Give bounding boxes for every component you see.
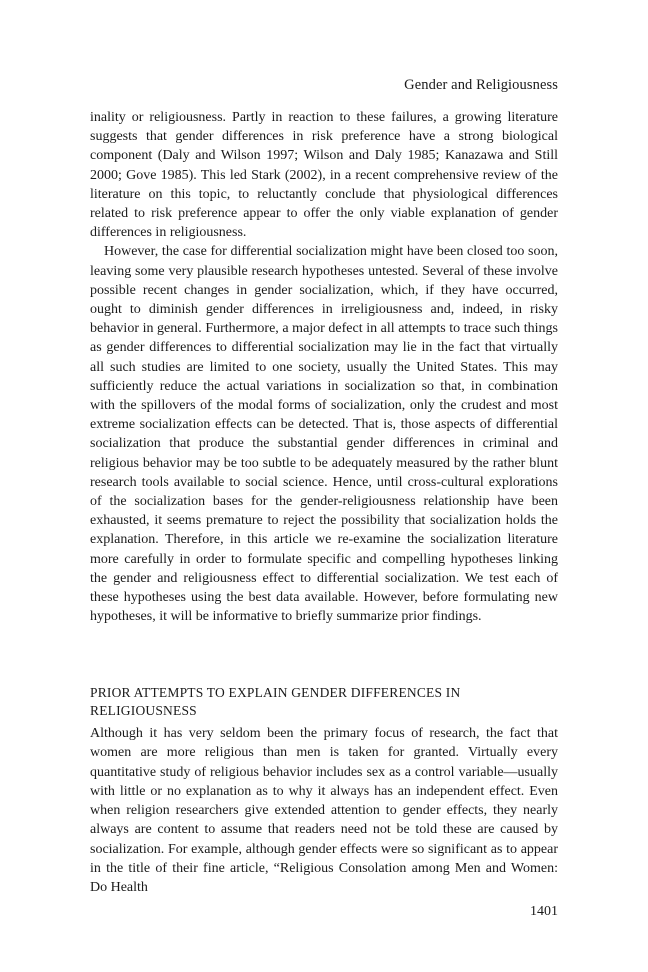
- section-paragraph: Although it has very seldom been the primary focus of research, the fact that women are more religious than men is taken for granted. Virtually every quantitative study of religious behavior includes sex as a control variable—usually with little or no explanation as to why it always has an independent effect. Even when religion researchers give extended attention to gender effects, they nearly always are content to assume that readers need not be told these are caused by socialization. For example, although gender effects were so significant as to appear in the title of their fine article, “Religious Consolation among Men and Women: Do Health: [90, 726, 558, 896]
- section-text: [90, 724, 558, 898]
- section-heading: PRIOR ATTEMPTS TO EXPLAIN GENDER DIFFERENCES IN RELIGIOUSNESS: [90, 685, 461, 718]
- page-number: 1401: [530, 904, 558, 919]
- running-head: Gender and Religiousness: [404, 77, 558, 93]
- body-text: [90, 108, 558, 626]
- paragraph-1: inality or religiousness. Partly in reaction to these failures, a growing literature suggests that gender differences in risk preference have a strong biological component (Daly and Wilson 1997; Wilson and Daly 1985; Kanazawa and Still 2000; Gove 1985). This led Stark (2002), in a recent comprehensive review of the literature on this topic, to reluctantly conclude that physiological differences related to risk preference appear to offer the only viable explanation of gender differences in religiousness.: [90, 110, 558, 241]
- paragraph-2: However, the case for differential socialization might have been closed too soon, leaving some very plausible research hypotheses untested. Several of these involve possible recent changes in gender socialization, which, if they have occurred, ought to diminish gender differences in irreligiousness and, indeed, in risky behavior in general. Furthermore, a major defect in all attempts to trace such things as gender differences to differential socialization may lie in the fact that virtually all such studies are limited to one society, usually the United States. This may sufficiently reduce the actual variations in socialization so that, in combination with the spillovers of the modal forms of socialization, only the crudest and most extreme socialization effects can be detected. That is, those aspects of differential socialization that produce the substantial gender differences in criminal and religious behavior may be too subtle to be adequately measured by the rather blunt research tools available to social science. Hence, until cross-cultural explorations of the socialization bases for the gender-religiousness relationship have been exhausted, it seems premature to reject the possibility that socialization holds the explanation. Therefore, in this article we re-examine the socialization literature more carefully in order to formulate specific and compelling hypotheses linking the gender and religiousness effect to differential socialization. We test each of these hypotheses using the best data available. However, before formulating new hypotheses, it will be informative to briefly summarize prior findings.: [90, 244, 558, 625]
